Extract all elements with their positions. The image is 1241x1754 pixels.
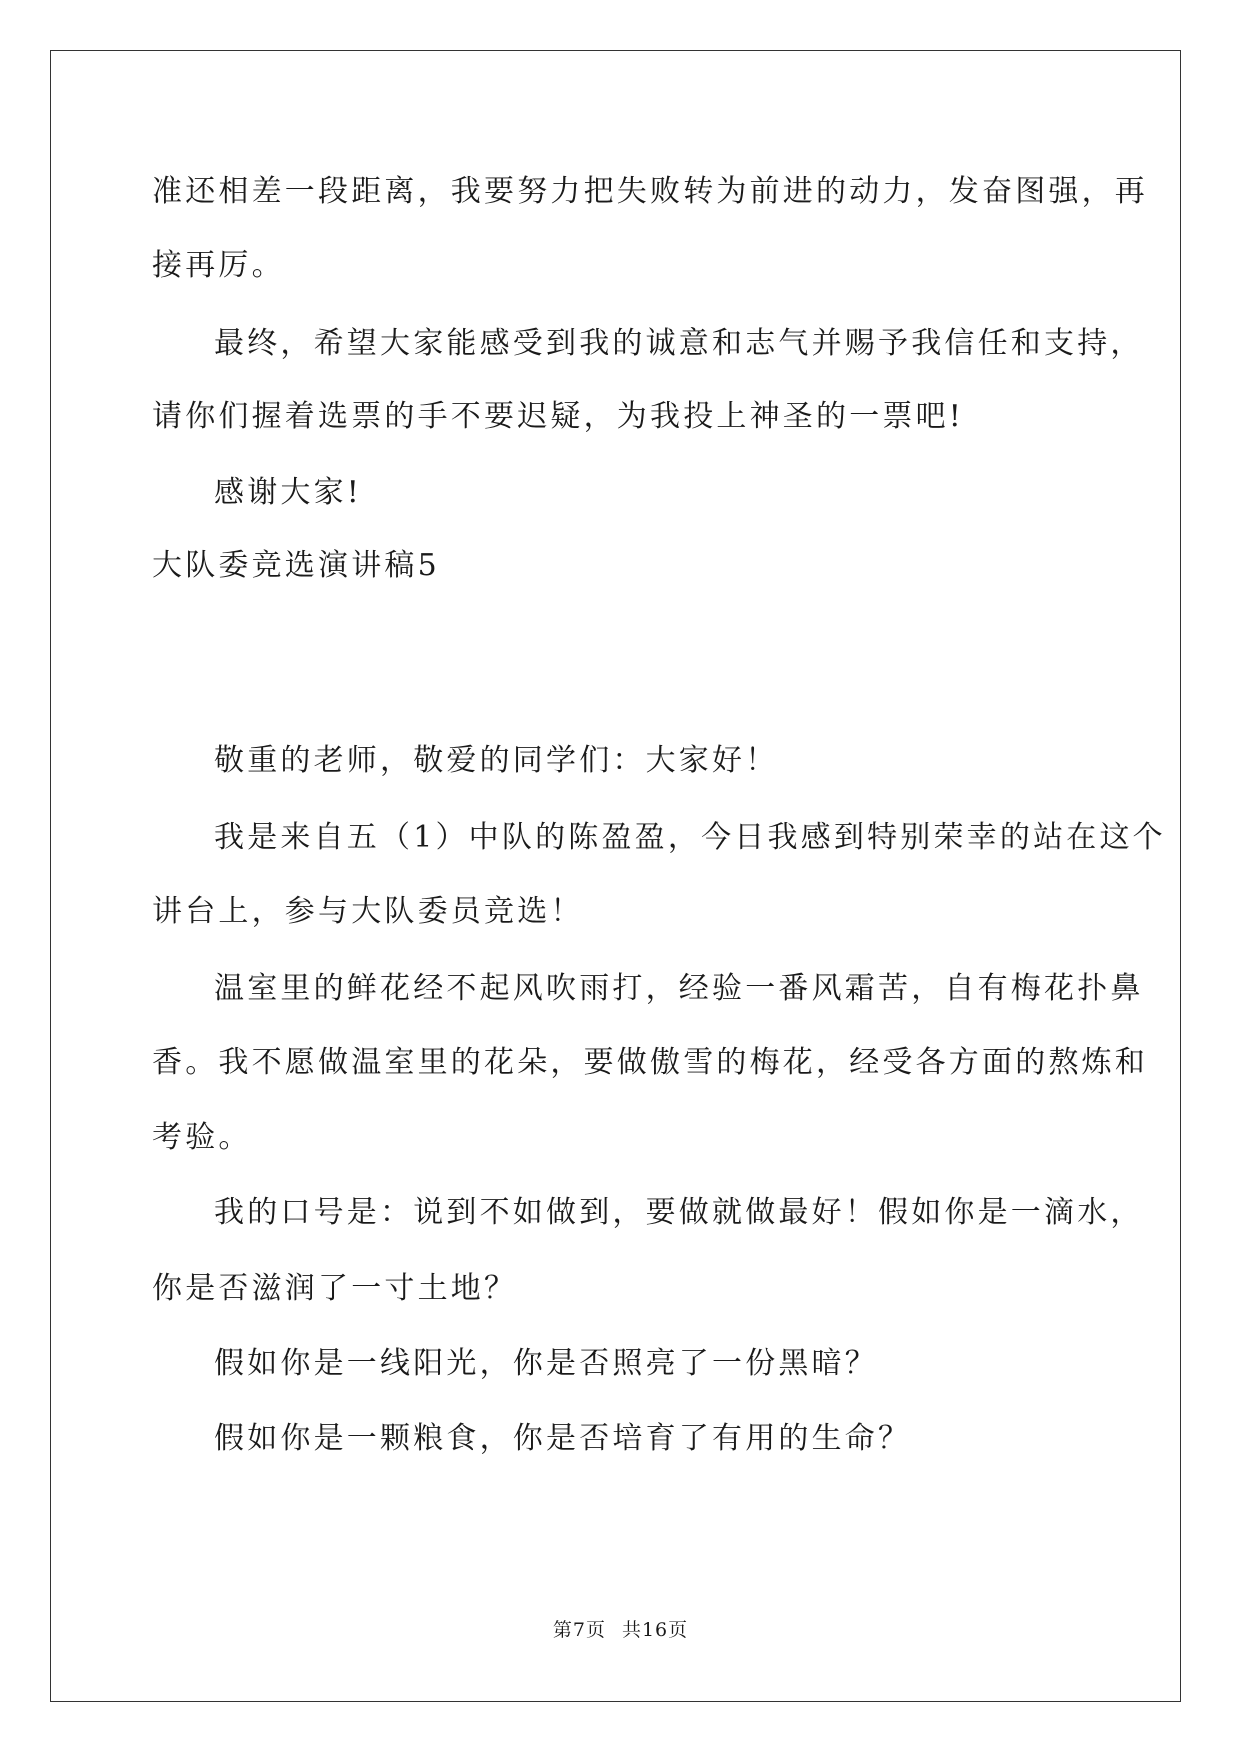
body-text-line: 讲台上，参与大队委员竞选！ bbox=[152, 894, 584, 929]
page-total: 共16页 bbox=[621, 1619, 689, 1641]
body-text-line: 接再厉。 bbox=[152, 248, 285, 283]
section-heading: 大队委竞选演讲稿5 bbox=[152, 548, 440, 583]
body-text-line: 最终，希望大家能感受到我的诚意和志气并赐予我信任和支持， bbox=[214, 326, 1144, 361]
body-text-line: 香。我不愿做温室里的花朵，要做傲雪的梅花，经受各方面的熬炼和 bbox=[152, 1045, 1148, 1080]
body-text-line: 我的口号是：说到不如做到，要做就做最好！假如你是一滴水， bbox=[214, 1195, 1144, 1230]
body-text-line: 我是来自五（1）中队的陈盈盈，今日我感到特别荣幸的站在这个 bbox=[214, 820, 1166, 855]
body-text-line: 假如你是一线阳光，你是否照亮了一份黑暗？ bbox=[214, 1346, 878, 1381]
body-text-line: 请你们握着选票的手不要迟疑，为我投上神圣的一票吧! bbox=[152, 399, 965, 434]
body-text-line: 准还相差一段距离，我要努力把失败转为前进的动力，发奋图强，再 bbox=[152, 174, 1148, 209]
page-footer bbox=[0, 1618, 1241, 1642]
page-number: 第7页 bbox=[552, 1619, 606, 1641]
body-text-line: 敬重的老师，敬爱的同学们：大家好！ bbox=[214, 743, 779, 778]
body-text-line: 你是否滋润了一寸土地？ bbox=[152, 1271, 518, 1306]
body-text-line: 考验。 bbox=[152, 1120, 252, 1155]
body-text-line: 假如你是一颗粮食，你是否培育了有用的生命？ bbox=[214, 1421, 912, 1456]
body-text-line: 感谢大家! bbox=[214, 475, 363, 510]
body-text-line: 温室里的鲜花经不起风吹雨打，经验一番风霜苦，自有梅花扑鼻 bbox=[214, 971, 1144, 1006]
